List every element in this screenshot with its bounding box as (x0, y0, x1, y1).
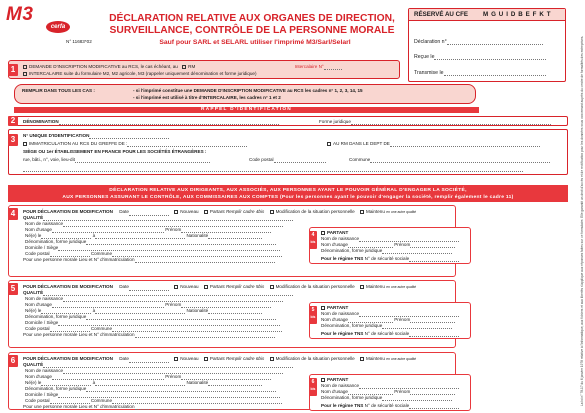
remplir-item-2: - si l'imprimé est utilisé à titre d'INTERCALAIRE, les cadres n° 1 et 2 (133, 95, 281, 100)
lieu-immat-label: Lieu et N° d'immatriculation (78, 404, 135, 409)
pour-decl-label: POUR DÉCLARATION DE MODIFICATION (23, 209, 113, 214)
checkbox-intercalaire[interactable] (23, 72, 27, 76)
rappel-band: RAPPEL D'IDENTIFICATION (14, 107, 479, 113)
siege-sub-label: rue, bâti., n°, voie, lieu-dit (23, 157, 75, 162)
checkbox-rm[interactable] (182, 65, 186, 69)
partant-prenom-label: Prénom (394, 317, 411, 322)
maintenu-sub-label: en une autre qualité (386, 210, 417, 214)
declaration-line-1: DÉCLARATION RELATIVE AUX DIRIGEANTS, AUX ASSOCIÉS, AUX PERSONNES AYANT LE POUVOIR GÉNÉRAL D'ENGAGER LA SOCIÉTÉ, (109, 187, 467, 193)
modification-label: Modification de la situation personnelle (275, 356, 355, 361)
partant-nom-naissance-label: Nom de naissance (321, 383, 360, 388)
lieu-immat-label: Lieu et N° d'immatriculation (78, 257, 135, 262)
section-3-number: 3 (8, 134, 18, 146)
pour-decl-label: POUR DÉCLARATION DE MODIFICATION (23, 284, 113, 289)
code-postal-label: Code postal (25, 398, 50, 403)
forme-juridique-field[interactable] (351, 124, 551, 125)
lieu-immat-field[interactable] (135, 409, 275, 410)
num-ident-field[interactable] (89, 138, 169, 139)
person-section-5 (8, 280, 456, 348)
code-postal-label: Code postal (249, 157, 274, 162)
partant-nom-naissance-label: Nom de naissance (321, 311, 360, 316)
nationalite-label: Nationalité (186, 380, 209, 385)
intercalaire-field[interactable] (324, 69, 342, 70)
domicile-label: Domicile / Siège (25, 320, 59, 325)
qualite-label: QUALITÉ (23, 215, 44, 220)
partant-denomination-field[interactable] (382, 328, 452, 329)
code-postal-label: Code postal (25, 326, 50, 331)
modification-label: Modification de la situation personnelle (275, 209, 355, 214)
modification-label: Modification de la situation personnelle (275, 284, 355, 289)
lieu-immat-field[interactable] (135, 262, 275, 263)
cfe-field-declaration: Déclaration n° (414, 39, 447, 45)
section-1 (8, 60, 400, 79)
cerfa-number: N° 11683*02 (66, 39, 92, 44)
checkbox-immat-rcs[interactable] (23, 142, 27, 146)
checkbox-maintenu[interactable] (360, 285, 364, 289)
person-section-6 (8, 352, 456, 410)
partant-nom-usage-label: Nom d'usage (321, 389, 348, 394)
secu-label: N° de sécurité sociale (364, 403, 410, 408)
nom-naissance-label: Nom de naissance (25, 368, 64, 373)
checkbox-maintenu[interactable] (360, 210, 364, 214)
siege-label: SIÈGE OU 1er ÉTABLISSEMENT EN FRANCE POUR LES SOCIÉTÉS ÉTRANGÈRES : (23, 149, 207, 154)
cfe-label: RÉSERVÉ AU CFE (414, 11, 468, 18)
checkbox-modification[interactable] (270, 210, 274, 214)
partant-denomination-label: Dénomination, forme juridique (321, 248, 383, 253)
partant-box (309, 374, 471, 411)
partant-box-number: 5 bis (309, 306, 317, 324)
title-line-2: SURVEILLANCE, CONTRÔLE DE LA PERSONNE MORALE (109, 24, 395, 36)
commune-label: Commune (90, 251, 113, 256)
rm-dept-label: AU RM DANS LE DEPT DE (333, 141, 390, 146)
partant-denomination-field[interactable] (382, 400, 452, 401)
checkbox-rcs[interactable] (23, 65, 27, 69)
commune-label: Commune (349, 157, 371, 162)
lieu-immat-label: Lieu et N° d'immatriculation (78, 332, 135, 337)
denomination-label: Dénomination, forme juridique (25, 239, 87, 244)
partant-label: Partant (209, 209, 225, 214)
partant-denomination-field[interactable] (382, 253, 452, 254)
person-section-number: 4 (8, 208, 18, 220)
maintenu-label: Maintenu (366, 209, 385, 214)
regime-tns-label: Pour le régime TNS (321, 256, 364, 261)
remplir-item-1: - si l'imprimé constitue une DEMANDE D'INSCRIPTION MODIFICATIVE au RCS les cadres n° 1, 2, 3, 14, 15 (133, 88, 363, 93)
siege-extra-field[interactable] (23, 171, 523, 172)
siege-address-field[interactable] (75, 162, 210, 163)
regime-tns-label: Pour le régime TNS (321, 331, 364, 336)
date-label: Date (119, 284, 129, 289)
partant-denomination-label: Dénomination, forme juridique (321, 395, 383, 400)
section-1-line1: DEMANDE D'INSCRIPTION MODIFICATIVE au RCS, le cas échéant, au (29, 64, 178, 69)
personne-morale-label: Pour une personne morale (23, 332, 78, 337)
prenom-label: Prénom (165, 302, 182, 307)
side-legal-text: La loi n° 78-17 du 6 janvier 1978 relative à l'informatique, aux fichiers et aux libertés s'applique aux réponses faites sur ce formulaire. Elle garantit un droit d'accès et de rectification pour les données vous concernant auprès du centre de formalités des entreprises. (580, 35, 584, 406)
checkbox-rm-dept[interactable] (327, 142, 331, 146)
section-2 (8, 116, 568, 126)
secu-label: N° de sécurité sociale (364, 256, 410, 261)
remplir-cadre-label: Remplir cadre (225, 284, 255, 289)
form-code: M3 (6, 4, 34, 25)
commune-label: Commune (90, 326, 113, 331)
code-postal-label: Code postal (25, 251, 50, 256)
partant-box-label: PARTANT (327, 305, 349, 310)
person-section-4 (8, 205, 456, 277)
cerfa-logo: cerfa (46, 21, 70, 33)
ne-le-label: Né(e) le (25, 233, 42, 238)
code-postal-field[interactable] (274, 162, 326, 163)
personne-morale-label: Pour une personne morale (23, 404, 78, 409)
partant-nom-naissance-label: Nom de naissance (321, 236, 360, 241)
denomination-field[interactable] (59, 124, 279, 125)
secu-label: N° de sécurité sociale (364, 331, 410, 336)
checkbox-partant-box[interactable] (321, 231, 325, 235)
a-label: à (92, 233, 96, 238)
checkbox-partant[interactable] (204, 285, 208, 289)
domicile-label: Domicile / Siège (25, 245, 59, 250)
remplir-cadre-label: Remplir cadre (225, 209, 255, 214)
ne-le-label: Né(e) le (25, 308, 42, 313)
section-3 (8, 129, 568, 175)
forme-juridique-label: Forme juridique (319, 119, 351, 124)
remplir-cadre-label: Remplir cadre (225, 356, 255, 361)
date-label: Date (119, 209, 129, 214)
checkbox-partant-box[interactable] (321, 306, 325, 310)
partant-nom-usage-label: Nom d'usage (321, 317, 348, 322)
secu-field[interactable] (409, 336, 459, 337)
partant-prenom-label: Prénom (394, 389, 411, 394)
denomination-label: DÉNOMINATION (23, 119, 59, 124)
checkbox-maintenu[interactable] (360, 357, 364, 361)
commune-field[interactable] (370, 162, 550, 163)
cfe-field-recue: Reçue le (414, 54, 435, 60)
checkbox-partant[interactable] (204, 210, 208, 214)
declaration-band (8, 185, 568, 202)
nom-naissance-label: Nom de naissance (25, 221, 64, 226)
remplir-label: REMPLIR DANS TOUS LES CAS : (22, 88, 95, 93)
partant-box-label: PARTANT (327, 377, 349, 382)
remplir-box (14, 84, 476, 104)
nouveau-label: Nouveau (180, 356, 199, 361)
nom-naissance-label: Nom de naissance (25, 296, 64, 301)
cfe-code: M G U I D B E F K T (483, 11, 552, 18)
maintenu-label: Maintenu (366, 356, 385, 361)
title-line-1: DÉCLARATION RELATIVE AUX ORGANES DE DIRECTION, (109, 13, 395, 24)
remplir-cadre-ref: 4bis (255, 209, 265, 214)
ne-le-label: Né(e) le (25, 380, 42, 385)
nationalite-label: Nationalité (186, 233, 209, 238)
rm-label: RM (188, 64, 196, 69)
person-section-number: 5 (8, 283, 18, 295)
a-label: à (92, 308, 96, 313)
nom-usage-label: Nom d'usage (25, 302, 52, 307)
partant-label: Partant (209, 356, 225, 361)
person-section-number: 6 (8, 355, 18, 367)
nationalite-label: Nationalité (186, 308, 209, 313)
pour-decl-label: POUR DÉCLARATION DE MODIFICATION (23, 356, 113, 361)
intercalaire-label: Intercalaire N° (294, 64, 324, 69)
remplir-cadre-ref: 6bis (255, 356, 265, 361)
subtitle: Sauf pour SARL et SELARL utiliser l'imprimé M3/Sarl/Selarl (159, 39, 351, 46)
section-1-line2: INTERCALAIRE suite du formulaire M2, M2 agricole, M3 (rappeler uniquement dénomination et forme juridique) (29, 71, 257, 76)
checkbox-modification[interactable] (270, 357, 274, 361)
prenom-label: Prénom (165, 374, 182, 379)
partant-box-number: 4 bis (309, 231, 317, 249)
cfe-box (408, 8, 566, 82)
partant-box-number: 6 bis (309, 378, 317, 396)
remplir-cadre-ref: 5bis (255, 284, 265, 289)
maintenu-label: Maintenu (366, 284, 385, 289)
checkbox-modification[interactable] (270, 285, 274, 289)
partant-nom-usage-label: Nom d'usage (321, 242, 348, 247)
immat-label: IMMATRICULATION AU RCS DU GREFFE DE : (29, 141, 128, 146)
maintenu-sub-label: en une autre qualité (386, 285, 417, 289)
prenom-label: Prénom (165, 227, 182, 232)
qualite-label: QUALITÉ (23, 290, 44, 295)
domicile-label: Domicile / Siège (25, 392, 59, 397)
rm-dept-field[interactable] (390, 146, 540, 147)
date-label: Date (119, 356, 129, 361)
nom-usage-label: Nom d'usage (25, 374, 52, 379)
section-1-number: 1 (8, 64, 18, 76)
checkbox-nouveau[interactable] (174, 210, 178, 214)
maintenu-sub-label: en une autre qualité (386, 357, 417, 361)
qualite-label: QUALITÉ (23, 362, 44, 367)
lieu-immat-field[interactable] (135, 337, 275, 338)
nouveau-label: Nouveau (180, 209, 199, 214)
commune-label: Commune (90, 398, 113, 403)
secu-field[interactable] (409, 261, 459, 262)
section-2-number: 2 (8, 116, 18, 126)
cfe-header (409, 9, 565, 21)
secu-field[interactable] (409, 408, 459, 409)
checkbox-nouveau[interactable] (174, 285, 178, 289)
cfe-field-transmise: Transmise le (414, 70, 444, 76)
nom-usage-label: Nom d'usage (25, 227, 52, 232)
nouveau-label: Nouveau (180, 284, 199, 289)
personne-morale-label: Pour une personne morale (23, 257, 78, 262)
partant-prenom-label: Prénom (394, 242, 411, 247)
partant-label: Partant (209, 284, 225, 289)
partant-denomination-label: Dénomination, forme juridique (321, 323, 383, 328)
partant-box (309, 227, 471, 264)
checkbox-nouveau[interactable] (174, 357, 178, 361)
denomination-label: Dénomination, forme juridique (25, 386, 87, 391)
checkbox-partant-box[interactable] (321, 378, 325, 382)
partant-box-label: PARTANT (327, 230, 349, 235)
partant-box (309, 302, 471, 339)
denomination-label: Dénomination, forme juridique (25, 314, 87, 319)
a-label: à (92, 380, 96, 385)
declaration-line-2: AUX PERSONNES ASSURANT LE CONTRÔLE, AUX COMMISSAIRES AUX COMPTES (Pour les personnes ayant le pouvoir d'engager la société, remplir également le cadre 11) (62, 194, 514, 200)
form-title (96, 13, 408, 36)
greffe-field[interactable] (127, 146, 247, 147)
checkbox-partant[interactable] (204, 357, 208, 361)
num-ident-label: N° UNIQUE D'IDENTIFICATION (23, 133, 90, 138)
regime-tns-label: Pour le régime TNS (321, 403, 364, 408)
